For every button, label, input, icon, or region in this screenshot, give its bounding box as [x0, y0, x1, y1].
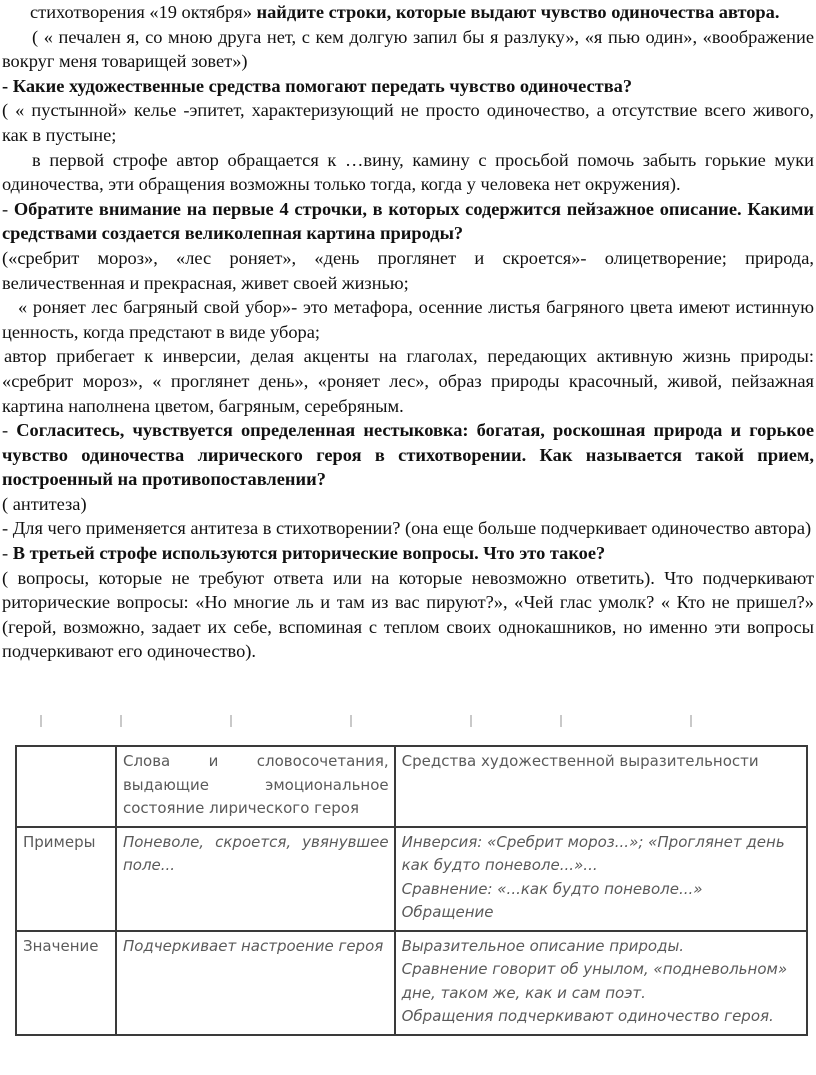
- bold-question: В третьей строфе используются риторические вопросы. Что это такое?: [12, 543, 606, 564]
- faint-cut-text-line: [0, 715, 816, 729]
- table-header-row: [16, 746, 807, 827]
- table-row: [16, 827, 807, 931]
- table-header-cell: [16, 746, 116, 827]
- paragraph-11: ( антитеза): [2, 493, 87, 514]
- table-header-cell: Слова и словосочетания, выдающие эмоциональное состояние лирического героя: [116, 746, 395, 827]
- cell-line: Выразительное описание природы.: [401, 936, 685, 955]
- paragraph-14: ( вопросы, которые не требуют ответа или на которые невозможно ответить). Что подчеркивают риторические вопросы: «Но многие ль и там из вас пируют?», «Чей глас умолк? « Кто не пришел?» (герой, возможно, задает их себе, вспоминая с теплом своих однокашников, но именно эти вопросы подчеркивают его одиночество).: [2, 567, 814, 662]
- table-row: [16, 931, 807, 1035]
- cell-line: Сравнение: «...как будто поневоле...»: [401, 879, 703, 898]
- paragraph-13: - В третьей строфе используются риторические вопросы. Что это такое?: [2, 543, 606, 564]
- cell-line: Инверсия: «Сребрит мороз...»; «Проглянет день как будто поневоле...»...: [401, 832, 785, 874]
- paragraph-1: стихотворения «19 октября» найдите строки, которые выдают чувство одиночества автора.: [30, 2, 780, 22]
- document-body: [2, 0, 814, 664]
- paragraph-7: («сребрит мороз», «лес роняет», «день проглянет и скроется»- олицетворение; природа, величественная и прекрасная, живет своей жизнью;: [2, 247, 814, 293]
- paragraph-12: - Для чего применяется антитеза в стихотворении? (она еще больше подчеркивает одиночество автора): [2, 518, 812, 539]
- cell-line: Сравнение говорит об унылом, «подневольном» дне, таком же, как и сам поэт.: [401, 960, 788, 1002]
- expressive-means-table: [15, 745, 808, 1036]
- paragraph-9: автор прибегает к инверсии, делая акценты на глаголах, передающих активную жизнь природы: «сребрит мороз», « проглянет день», «роняет лес», образ природы красочный, живой, пейзажная картина наполнена цветом, багряным, серебряным.: [2, 346, 814, 416]
- bold-question: Обратите внимание на первые 4 строчки, в которых содержится пейзажное описание. Какими средствами создается великолепная картина природы?: [2, 198, 814, 244]
- cell-line: Обращения подчеркивают одиночество героя.: [401, 1007, 774, 1025]
- table-cell: [395, 931, 807, 1035]
- paragraph-6: - Обратите внимание на первые 4 строчки, в которых содержится пейзажное описание. Какими средствами создается великолепная картина природы?: [2, 198, 814, 244]
- row-label: Значение: [16, 931, 116, 1035]
- paragraph-2: ( « печален я, со мною друга нет, с кем долгую запил бы я разлуку», «я пью один», «воображение вокруг меня товарищей зовет»): [2, 26, 814, 72]
- bold-question: найдите строки, которые выдают чувство одиночества автора.: [256, 2, 780, 22]
- cell-line: Обращение: [401, 903, 494, 921]
- bold-question: Согласитесь, чувствуется определенная нестыковка: богатая, роскошная природа и горькое чувство одиночества лирического героя в стихотворении. Как называется такой прием, построенный на противопоставлении?: [2, 420, 814, 490]
- table-cell: Подчеркивает настроение героя: [116, 931, 395, 1035]
- paragraph-10: - Согласитесь, чувствуется определенная нестыковка: богатая, роскошная природа и горькое чувство одиночества лирического героя в стихотворении. Как называется такой прием, построенный на противопоставлении?: [2, 420, 814, 490]
- table-header-cell: Средства художественной выразительности: [395, 746, 807, 827]
- paragraph-8: « роняет лес багряный свой убор»- это метафора, осенние листья багряного цвета имеют истинную ценность, когда предстают в виде убора;: [2, 297, 814, 342]
- table-cell: [395, 827, 807, 931]
- question-heading: - Какие художественные средства помогают передать чувство одиночества?: [2, 75, 633, 96]
- table-cell: Поневоле, скроется, увянувшее поле...: [116, 827, 395, 931]
- row-label: Примеры: [16, 827, 116, 931]
- paragraph-5: в первой строфе автор обращается к …вину, камину с просьбой помочь забыть горькие муки одиночества, эти обращения возможны только тогда, когда у человека нет окружения).: [2, 149, 814, 195]
- paragraph-4: ( « пустынной» келье -эпитет, характеризующий не просто одиночество, а отсутствие всего живого, как в пустыне;: [2, 100, 814, 145]
